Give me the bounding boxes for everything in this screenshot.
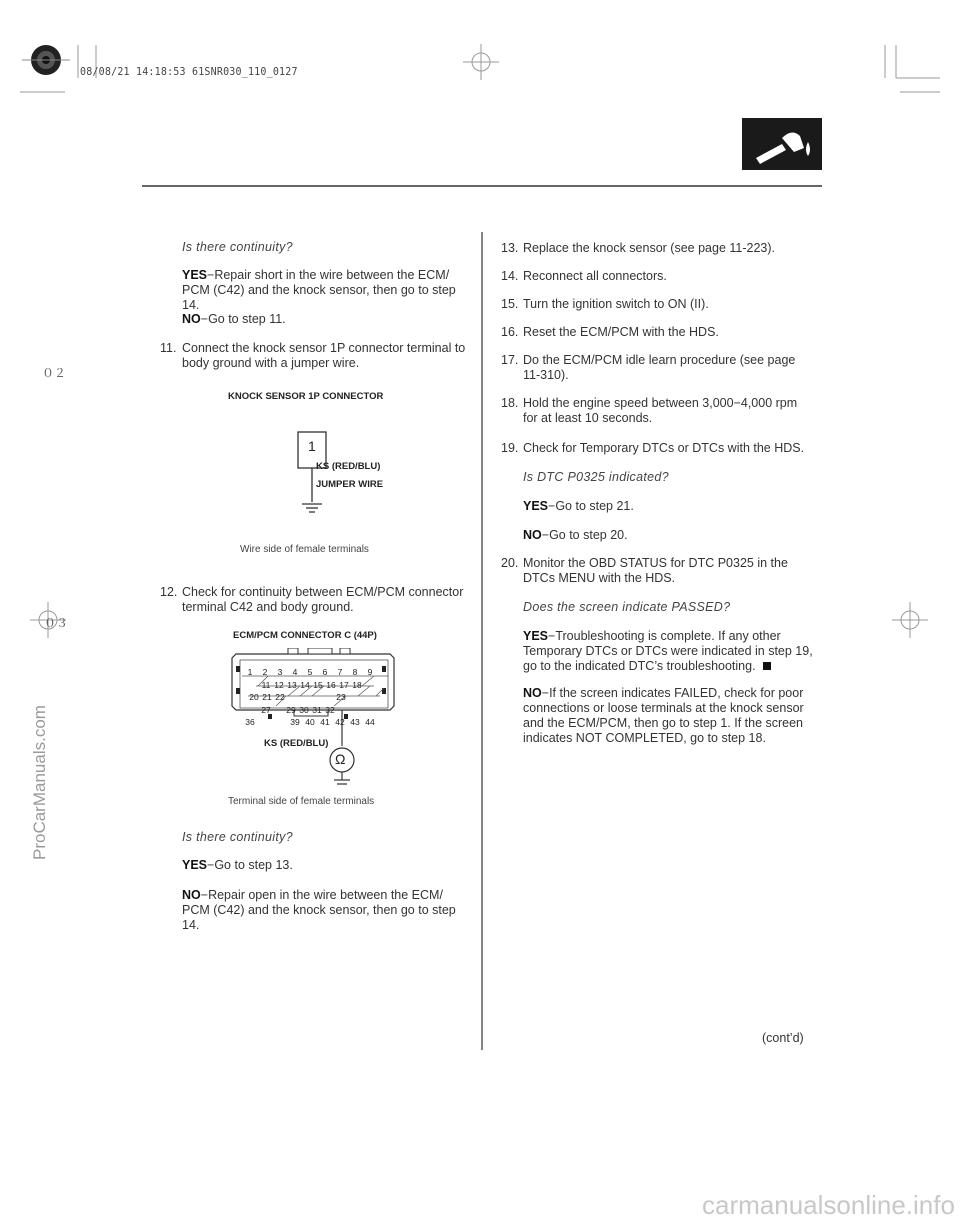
no-text-line4: indicates NOT COMPLETED, go to step 18.	[523, 731, 766, 745]
step-18	[501, 396, 811, 428]
question-continuity-1: Is there continuity?	[182, 240, 293, 254]
terminal-18: 18	[352, 680, 362, 690]
terminal-20: 20	[249, 692, 259, 702]
margin-mark-03: ０３	[44, 616, 69, 630]
print-stamp: 08/08/21 14:18:53 61SNR030_110_0127	[80, 66, 298, 79]
terminal-2: 2	[262, 667, 268, 677]
step-text: Replace the knock sensor (see page 11-223).	[523, 241, 776, 255]
step-number: 20.	[501, 556, 519, 570]
yes-label: YES	[523, 499, 549, 513]
dash: −	[200, 888, 209, 902]
terminal-9: 9	[367, 667, 373, 677]
no-answer-3	[523, 528, 628, 543]
step-13	[501, 241, 811, 257]
yes-text-line3: go to the indicated DTC’s troubleshooting.	[523, 659, 756, 673]
knock-sensor-connector-diagram	[288, 424, 348, 520]
terminal-36: 36	[245, 717, 255, 727]
terminal-43: 43	[350, 717, 360, 727]
terminal-39: 39	[290, 717, 300, 727]
question-dtc-p0325: Is DTC P0325 indicated?	[523, 470, 669, 484]
step-number: 11.	[160, 341, 177, 355]
terminal-5: 5	[307, 667, 313, 677]
fig1-jumper-label: JUMPER WIRE	[316, 479, 384, 490]
end-square-icon	[763, 662, 771, 670]
yes-text-line1: Troubleshooting is complete. If any other	[555, 629, 781, 643]
no-answer-1	[182, 312, 286, 327]
dash: −	[541, 686, 550, 700]
step-12	[160, 585, 470, 617]
dash: −	[207, 858, 215, 872]
yes-answer-2	[182, 858, 293, 873]
yes-text: Go to step 13.	[214, 858, 293, 872]
question-continuity-2: Is there continuity?	[182, 830, 293, 844]
right-crosshair-icon	[892, 602, 928, 638]
dash: −	[200, 312, 209, 326]
terminal-14: 14	[300, 680, 310, 690]
fig2-title: ECM/PCM CONNECTOR C (44P)	[233, 630, 377, 641]
step-number: 19.	[501, 441, 519, 455]
terminal-21: 21	[262, 692, 272, 702]
no-label: NO	[182, 312, 201, 326]
ohmmeter-icon: Ω	[335, 751, 346, 767]
fig1-ks-label: KS (RED/BLU)	[316, 461, 381, 472]
step-17	[501, 353, 811, 385]
yes-label: YES	[182, 268, 208, 282]
terminal-22: 22	[275, 692, 285, 702]
terminal-12: 12	[274, 680, 284, 690]
step-15	[501, 297, 811, 313]
terminal-16: 16	[326, 680, 336, 690]
no-text-line2: connections or loose terminals at the knock sensor	[523, 701, 804, 715]
no-text-line1: If the screen indicates FAILED, check for poor	[549, 686, 804, 700]
no-text: Go to step 11.	[208, 312, 286, 326]
step-19	[501, 441, 811, 457]
terminal-27: 27	[261, 705, 271, 715]
yes-text-line2: Temporary DTCs or DTCs were indicated in step 19,	[523, 644, 813, 658]
no-text-line1: Repair open in the wire between the ECM/	[208, 888, 443, 902]
step-text: Monitor the OBD STATUS for DTC P0325 in the DTCs MENU with the HDS.	[523, 556, 788, 585]
yes-text-line2: PCM (C42) and the knock sensor, then go to step 14.	[182, 283, 456, 312]
fig2-caption: Terminal side of female terminals	[228, 796, 375, 807]
terminal-8: 8	[352, 667, 358, 677]
no-label: NO	[523, 686, 542, 700]
step-text: Reset the ECM/PCM with the HDS.	[523, 325, 719, 339]
step-text: Hold the engine speed between 3,000−4,000 rpm for at least 10 seconds.	[523, 396, 798, 425]
step-number: 13.	[501, 241, 519, 255]
step-16	[501, 325, 811, 341]
yes-answer-3	[523, 499, 634, 514]
dash: −	[207, 268, 215, 282]
question-screen-passed: Does the screen indicate PASSED?	[523, 600, 731, 614]
no-text-line2: PCM (C42) and the knock sensor, then go to step 14.	[182, 903, 456, 932]
dash: −	[548, 629, 556, 643]
step-text: Turn the ignition switch to ON (II).	[523, 297, 709, 311]
margin-mark-02: ０２	[42, 366, 67, 380]
step-number: 14.	[501, 269, 519, 283]
side-watermark: ProCarManuals.com	[30, 705, 49, 860]
no-answer-4	[523, 686, 818, 746]
terminal-17: 17	[339, 680, 349, 690]
fig1-caption: Wire side of female terminals	[240, 544, 369, 555]
step-number: 12.	[160, 585, 178, 599]
step-text: Reconnect all connectors.	[523, 269, 667, 283]
fig1-pin-number: 1	[308, 438, 316, 454]
step-text: Check for continuity between ECM/PCM connector terminal C42 and body ground.	[182, 585, 464, 614]
fig2-ks-label: KS (RED/BLU)	[264, 738, 329, 749]
terminal-23: 23	[336, 692, 346, 702]
terminal-40: 40	[305, 717, 315, 727]
step-number: 17.	[501, 353, 519, 367]
no-text: Go to step 20.	[549, 528, 628, 542]
terminal-15: 15	[313, 680, 323, 690]
no-text-line3: and the ECM/PCM, then go to step 1. If the screen	[523, 716, 804, 730]
yes-text-line1: Repair short in the wire between the ECM/	[214, 268, 450, 282]
no-label: NO	[182, 888, 201, 902]
terminal-3: 3	[277, 667, 283, 677]
terminal-44: 44	[365, 717, 375, 727]
terminal-4: 4	[292, 667, 298, 677]
top-left-target-icon	[22, 45, 70, 75]
step-text: Check for Temporary DTCs or DTCs with the HDS.	[523, 441, 805, 455]
fuel-system-icon	[742, 118, 822, 170]
no-label: NO	[523, 528, 542, 542]
top-crosshair-icon	[463, 44, 499, 80]
yes-answer-4	[523, 629, 813, 674]
step-14	[501, 269, 811, 285]
step-number: 16.	[501, 325, 519, 339]
step-text: Connect the knock sensor 1P connector terminal to body ground with a jumper wire.	[182, 341, 466, 370]
terminal-11: 11	[261, 680, 271, 690]
step-11	[160, 341, 470, 373]
terminal-31: 31	[312, 705, 322, 715]
fig1-title: KNOCK SENSOR 1P CONNECTOR	[228, 391, 384, 402]
yes-text: Go to step 21.	[555, 499, 634, 513]
step-number: 15.	[501, 297, 519, 311]
continued-note: (cont’d)	[762, 1031, 804, 1045]
dash: −	[548, 499, 556, 513]
dash: −	[541, 528, 550, 542]
terminal-42: 42	[335, 717, 345, 727]
terminal-32: 32	[325, 705, 335, 715]
terminal-29: 29	[286, 705, 296, 715]
terminal-6: 6	[322, 667, 328, 677]
terminal-1: 1	[247, 667, 253, 677]
terminal-13: 13	[287, 680, 297, 690]
terminal-7: 7	[337, 667, 343, 677]
terminal-30: 30	[299, 705, 309, 715]
yes-label: YES	[523, 629, 549, 643]
bottom-watermark: carmanualsonline.info	[702, 1190, 955, 1220]
step-20	[501, 556, 811, 588]
step-text: Do the ECM/PCM idle learn procedure (see page 11-310).	[523, 353, 796, 382]
terminal-41: 41	[320, 717, 330, 727]
step-number: 18.	[501, 396, 519, 410]
no-answer-2	[182, 888, 472, 933]
yes-answer-1	[182, 268, 472, 313]
yes-label: YES	[182, 858, 208, 872]
